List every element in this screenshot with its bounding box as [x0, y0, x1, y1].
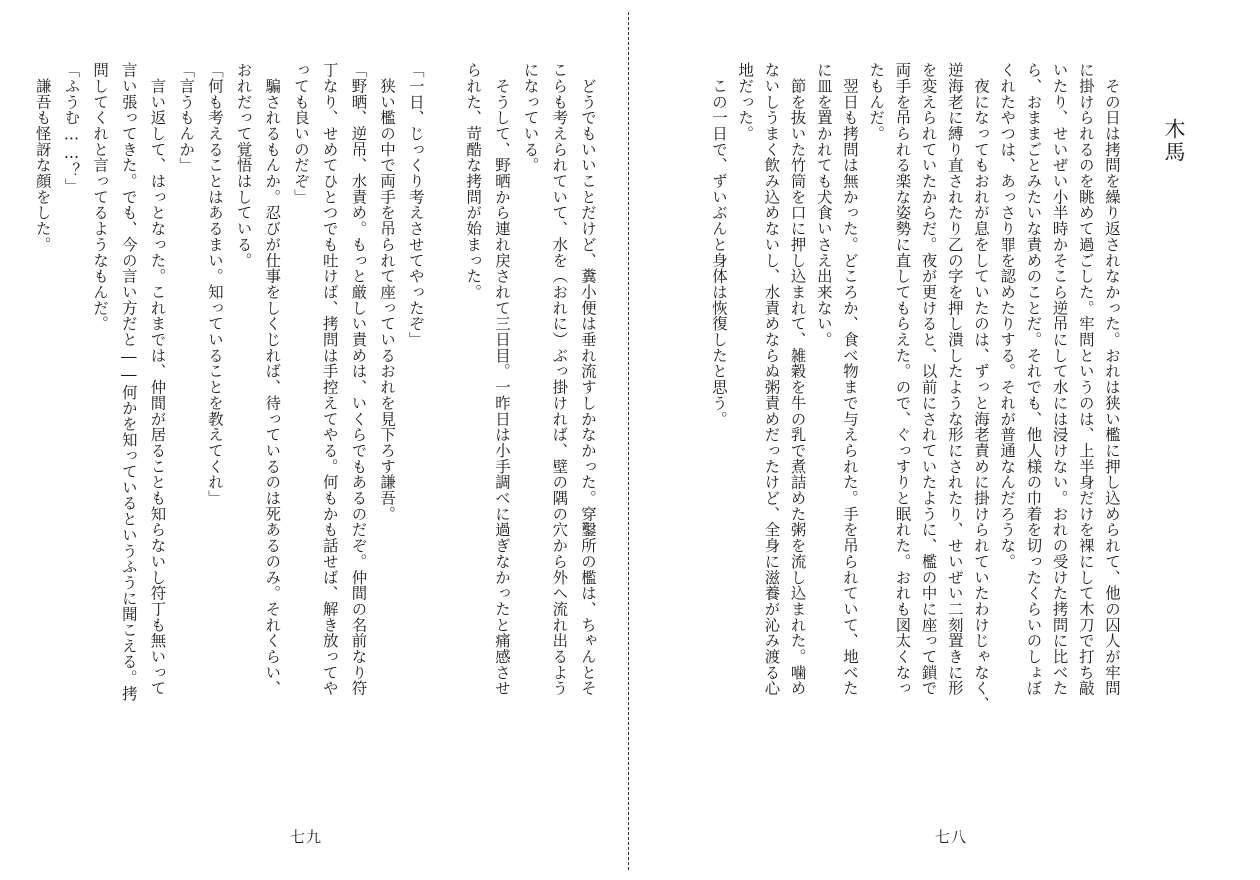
text-column: たもんだ。 [867, 62, 886, 142]
text-column: ら、おままごとみたいな責めのことだ。それでも、他人様の巾着を切ったくらいのしょぼ [1024, 62, 1043, 696]
chapter-title: 木馬 [1162, 118, 1186, 164]
page-gutter-divider [628, 12, 629, 870]
text-column: に掛けられるのを眺めて過ごした。牢問というのは、上半身だけを裸にして木刀で打ち敲 [1076, 62, 1095, 696]
text-column: ないしうまく飲み込めないし、水責めならぬ粥責めだったけど、全身に滋養が沁み渡る心 [762, 62, 781, 696]
text-column: 翌日も拷問は無かった。どころか、食べ物まで与えられた。手を吊られていて、地べた [841, 62, 859, 696]
text-column: 言い張ってきた。でも、今の言い方だと――何かを知っているというふうに聞こえる。拷 [119, 62, 138, 702]
text-column: 「何も考えることはあるまい。知っていることを教えてくれ」 [205, 62, 224, 506]
text-column: を変えられていたからだ。夜が更けると、以前にされていたように、檻の中に座って鎖で [919, 62, 938, 696]
text-column: そうして、野晒から連れ戻されて三日目。一昨日は小手調べに過ぎなかったと痛感させ [492, 62, 511, 696]
text-column: いたり、せいぜい小半時かそこら逆吊にして水には浸けない。おれの受けた拷問に比べた [1050, 62, 1069, 696]
text-column: られた、苛酷な拷問が始まった。 [464, 62, 483, 300]
text-column: くれたやつは、あっさり罪を認めたりする。それが普通なんだろうな。 [998, 62, 1017, 570]
text-column: 「野晒、逆吊、水責め。もっと厳しい責めは、いくらでもあるのだぞ。仲間の名前なり符 [349, 62, 368, 696]
text-column: この一日で、ずいぶんと身体は恢復したと思う。 [710, 62, 728, 427]
text-column: こらも考えられていて、水を（おれに）ぶっ掛ければ、壁の隅の穴から外へ流れ出るよう [550, 62, 569, 696]
left-page-number: 七九 [290, 828, 323, 846]
text-column: 「言うもんか」 [177, 62, 196, 173]
text-column: っても良いのだぞ」 [292, 62, 310, 205]
text-column: 狭い檻の中で両手を吊られて座っているおれを見下ろす謙吾。 [378, 62, 397, 522]
text-column: 節を抜いた竹筒を口に押し込まれて、雑穀を牛の乳で煮詰めた粥を流し込まれた。噛め [788, 62, 807, 696]
text-column: 夜になってもおれが息をしていたのは、ずっと海老責めに掛けられていたわけじゃなく、 [972, 62, 990, 712]
text-column: どうでもいいことだけど、糞小便は垂れ流すしかなかった。穿鑿所の檻は、ちゃんとそ [579, 62, 597, 696]
text-column: 言い返して、はっとなった。これまでは、仲間が居ることも知らないし符丁も無いって [148, 62, 167, 696]
text-column: 騙されるもんか。忍びが仕事をしくじれば、待っているのは死あるのみ。それくらい、 [263, 62, 282, 696]
text-column: 両手を吊られる楽な姿勢に直してもらえた。ので、ぐっすりと眠れた。おれも図太くなっ [893, 62, 912, 696]
text-column: 問してくれと言ってるようなもんだ。 [91, 62, 110, 332]
text-column: 地だった。 [736, 62, 755, 142]
text-column: 謙吾も怪訝な顔をした。 [33, 62, 52, 253]
right-page-number: 七八 [935, 828, 968, 846]
text-column: になっている。 [521, 62, 540, 173]
text-column: その日は拷問を繰り返されなかった。おれは狭い檻に押し込められて、他の囚人が牢問 [1103, 62, 1121, 696]
text-column: 「一日、じっくり考えさせてやったぞ」 [406, 62, 425, 348]
text-column: 丁なり、せめてひとつでも吐けば、拷問は手控えてやる。何もかも話せば、解き放ってや [320, 62, 339, 696]
text-column: に皿を置かれても犬食いさえ出来ない。 [814, 62, 833, 348]
text-column: 逆海老に縛り直されたり乙の字を押し潰したような形にされたり、せいぜい二刻置きに形 [945, 62, 964, 696]
text-column: おれだって覚悟はしている。 [234, 62, 253, 269]
text-column: 「ふうむ……？」 [62, 62, 81, 194]
